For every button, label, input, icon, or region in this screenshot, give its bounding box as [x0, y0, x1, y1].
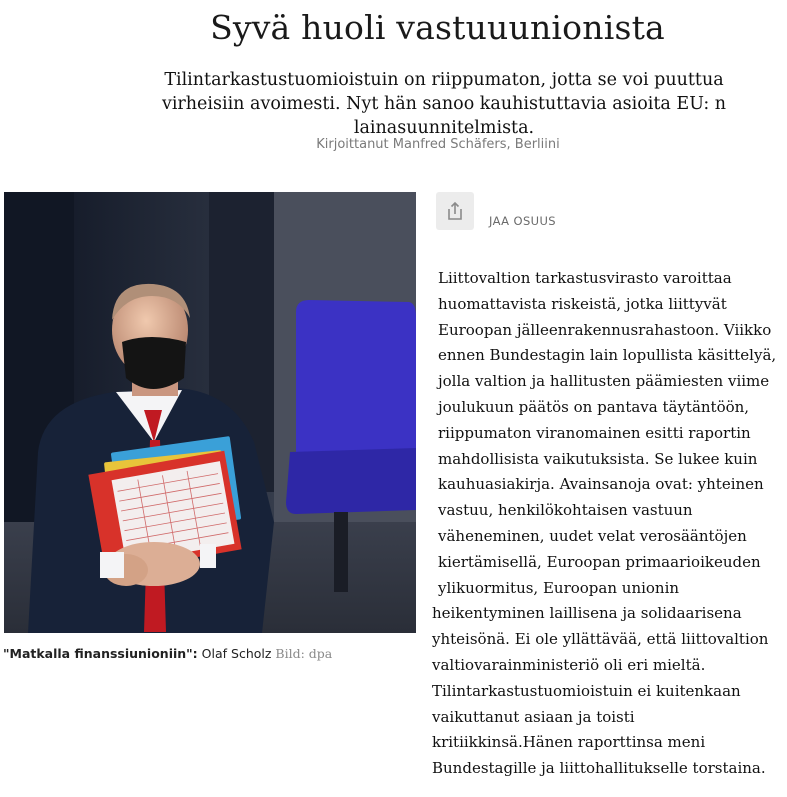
article-byline: Kirjoittanut Manfred Schäfers, Berliini	[316, 137, 560, 152]
body-line: ylikuormitus, Euroopan unionin	[438, 578, 680, 597]
caption-subject: Olaf Scholz	[201, 646, 272, 661]
body-line: kauhuasiakirja. Avainsanoja ovat: yhteinen	[438, 475, 764, 494]
body-line: vaikuttanut asiaan ja toisti	[432, 707, 635, 726]
share-icon	[446, 201, 464, 221]
body-line: Tilintarkastustuomioistuin ei kuitenkaan	[432, 681, 741, 700]
body-line: jolla valtion ja hallitusten päämiesten viime	[438, 372, 770, 391]
body-line: mahdollisista vaikutuksista. Se lukee kuin	[438, 449, 758, 468]
body-line: Euroopan jälleenrakennusrahastoon. Viikko	[438, 320, 772, 339]
article-lead: Tilintarkastustuomioistuin on riippumaton, jotta se voi puuttua virheisiin avoimesti. Nyt hän sanoo kauhistuttavia asioita EU: n lainasuunnitelmista.	[161, 70, 727, 138]
body-line: kritiikkinsä.Hänen raporttinsa meni	[432, 733, 706, 752]
body-line: vastuu, henkilökohtaisen vastuun	[438, 501, 693, 520]
body-line: ennen Bundestagin lain lopullista käsittelyä,	[438, 346, 777, 365]
body-line: valtiovarainministeriö oli eri mieltä.	[432, 655, 706, 674]
caption-title: "Matkalla finanssiunioniin":	[3, 646, 198, 661]
photo-illustration	[4, 192, 416, 633]
article-photo	[4, 192, 416, 633]
photo-caption	[3, 646, 403, 661]
body-line: kiertämisellä, Euroopan primaarioikeuden	[438, 552, 761, 571]
body-line: heikentyminen laillisena ja solidaarisena	[432, 604, 742, 623]
body-line: Liittovaltion tarkastusvirasto varoittaa	[438, 269, 732, 287]
body-line: Bundestagille ja liittohallitukselle torstaina.	[432, 759, 766, 778]
caption-credit: Bild: dpa	[275, 646, 333, 661]
body-line: huomattavista riskeistä, jotka liittyvät	[438, 294, 727, 313]
share-button[interactable]	[436, 192, 474, 230]
body-line: riippumaton viranomainen esitti raportin	[438, 423, 751, 442]
body-line: joulukuun päätös on pantava täytäntöön,	[438, 397, 750, 416]
body-line: väheneminen, uudet velat verosääntöjen	[438, 526, 747, 545]
share-label[interactable]: JAA OSUUS	[489, 214, 556, 228]
article-body	[432, 266, 787, 782]
article-headline: Syvä huoli vastuuunionista	[210, 8, 665, 47]
body-line: yhteisönä. Ei ole yllättävää, että liittovaltion	[432, 630, 769, 649]
